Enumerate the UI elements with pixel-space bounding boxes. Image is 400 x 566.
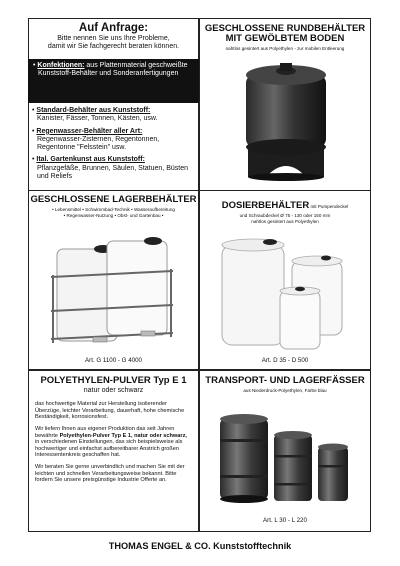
pulver-panel — [28, 370, 199, 532]
rundbehaelter-subtitle: nahtlos gesintert aus Polyethylen - zur mobilen Entleerung — [225, 46, 345, 51]
pulver-paragraph-3: Wir beraten Sie gerne unverbindlich und machen Sie mit der leichten und schnellen Verarbeitungsweise bekannt. Bitte fordern Sie unsere preisgünstige Industrie Offerte an. — [35, 464, 185, 484]
lager-article: Art. G 1100 - G 4000 — [85, 357, 142, 364]
round-tank-image — [200, 59, 371, 189]
lagerbehaelter-panel — [28, 190, 199, 370]
list-item-text: Pflanzgefäße, Brunnen, Säulen, Statuen, Büsten und Reliefs — [37, 164, 188, 181]
rundbehaelter-title-1: GESCHLOSSENE RUNDBEHÄLTER — [204, 23, 366, 34]
faesser-title: TRANSPORT- UND LAGERFÄSSER — [205, 375, 365, 386]
list-item-text: Kanister, Fässer, Tonnen, Kästen, usw. — [37, 115, 158, 123]
list-item-heading: Ital. Gartenkunst aus Kunststoff: — [36, 156, 145, 164]
faesser-panel — [199, 370, 371, 532]
faesser-subtitle: aus Niederdruck-Polyethylen, Farbe blau — [243, 388, 327, 393]
list-item-heading: Regenwasser-Behälter aller Art: — [36, 127, 143, 135]
company-footer: THOMAS ENGEL & CO. Kunststofftechnik — [108, 541, 292, 551]
dosier-subtitle-1: und Schraubdeckel Ø 75 - 130 oder 150 mm — [239, 213, 331, 218]
storage-tanks-image — [29, 227, 199, 357]
konfektionen-heading: Konfektionen: — [37, 62, 85, 69]
konfektionen-panel: • Konfektionen: aus Plattenmaterial geschweißte Kunststoff-Behälter und Sonderanfertigungen — [28, 59, 199, 103]
rundbehaelter-title-2: MIT GEWÖLBTEM BODEN — [225, 33, 345, 44]
konfektionen-text: aus Plattenmaterial geschweißte Kunststoff-Behälter und Sonderanfertigungen — [38, 62, 188, 78]
drums-image — [200, 395, 371, 515]
anfrage-title: Auf Anfrage: — [78, 22, 149, 34]
dosing-tanks-image — [200, 229, 371, 359]
pulver-paragraph-1: das hochwertige Material zur Herstellung isolierender Überzüge, leichter Verarbeitung, dauerhaft, hohe chemische Beständigkeit, korrosionsfest. — [35, 401, 185, 421]
anfrage-line-2: damit wir Sie fachgerecht beraten können. — [47, 43, 180, 51]
product-list — [32, 106, 197, 183]
pulver-paragraph-2: Wir liefern Ihnen aus eigener Produktion das seit Jahren bewährte Polyethylen-Pulver Typ E 1, natur oder schwarz, in verschiedenen Einstellungen, das sich beispielsweise als hochwertiger und einfachst aufbereitbarer Anstrich großen Interessentenkreis geschaffen hat. — [35, 426, 187, 459]
faesser-article: Art. L 30 - L 220 — [263, 517, 307, 524]
list-item: • Standard-Behälter aus Kunststoff: Kanister, Fässer, Tonnen, Kästen, usw. — [32, 107, 158, 123]
anfrage-line-1: Bitte nennen Sie uns Ihre Probleme, — [57, 35, 170, 42]
list-item: • Ital. Gartenkunst aus Kunststoff: Pflanzgefäße, Brunnen, Säulen, Statuen, Büsten und Reliefs — [32, 156, 188, 181]
dosier-article: Art. D 35 - D 500 — [261, 357, 309, 364]
rundbehaelter-panel — [199, 18, 371, 204]
pulver-subtitle: natur oder schwarz — [83, 387, 144, 394]
dosier-title: DOSIERBEHÄLTER — [221, 200, 310, 211]
lager-title: GESCHLOSSENE LAGERBEHÄLTER — [30, 194, 197, 205]
list-item-heading: Standard-Behälter aus Kunststoff: — [36, 107, 151, 114]
dosierbehaelter-panel — [199, 190, 371, 370]
pulver-title: POLYETHYLEN-PULVER Typ E 1 — [40, 375, 187, 386]
list-item-text: Regenwasser-Zisternen, Regentonnen, Regentonne "Felsstein" usw. — [37, 135, 160, 152]
lager-subtitle-2: • Regenwasser-Nutzung • Obst- und Gartenbau • — [63, 212, 164, 218]
dosier-title-rest: mit Pumpendeckel — [309, 204, 349, 209]
dosier-subtitle-2: nahtlos gesintert aus Polyethylen — [251, 218, 319, 224]
lager-subtitle-1: • Lebensmittel • Schwimmbad-Technik • Wasseraufbereitung — [52, 207, 175, 212]
list-item: • Regenwasser-Behälter aller Art: Regenwasser-Zisternen, Regentonnen, Regentonne "Felsstein" usw. — [32, 127, 160, 152]
